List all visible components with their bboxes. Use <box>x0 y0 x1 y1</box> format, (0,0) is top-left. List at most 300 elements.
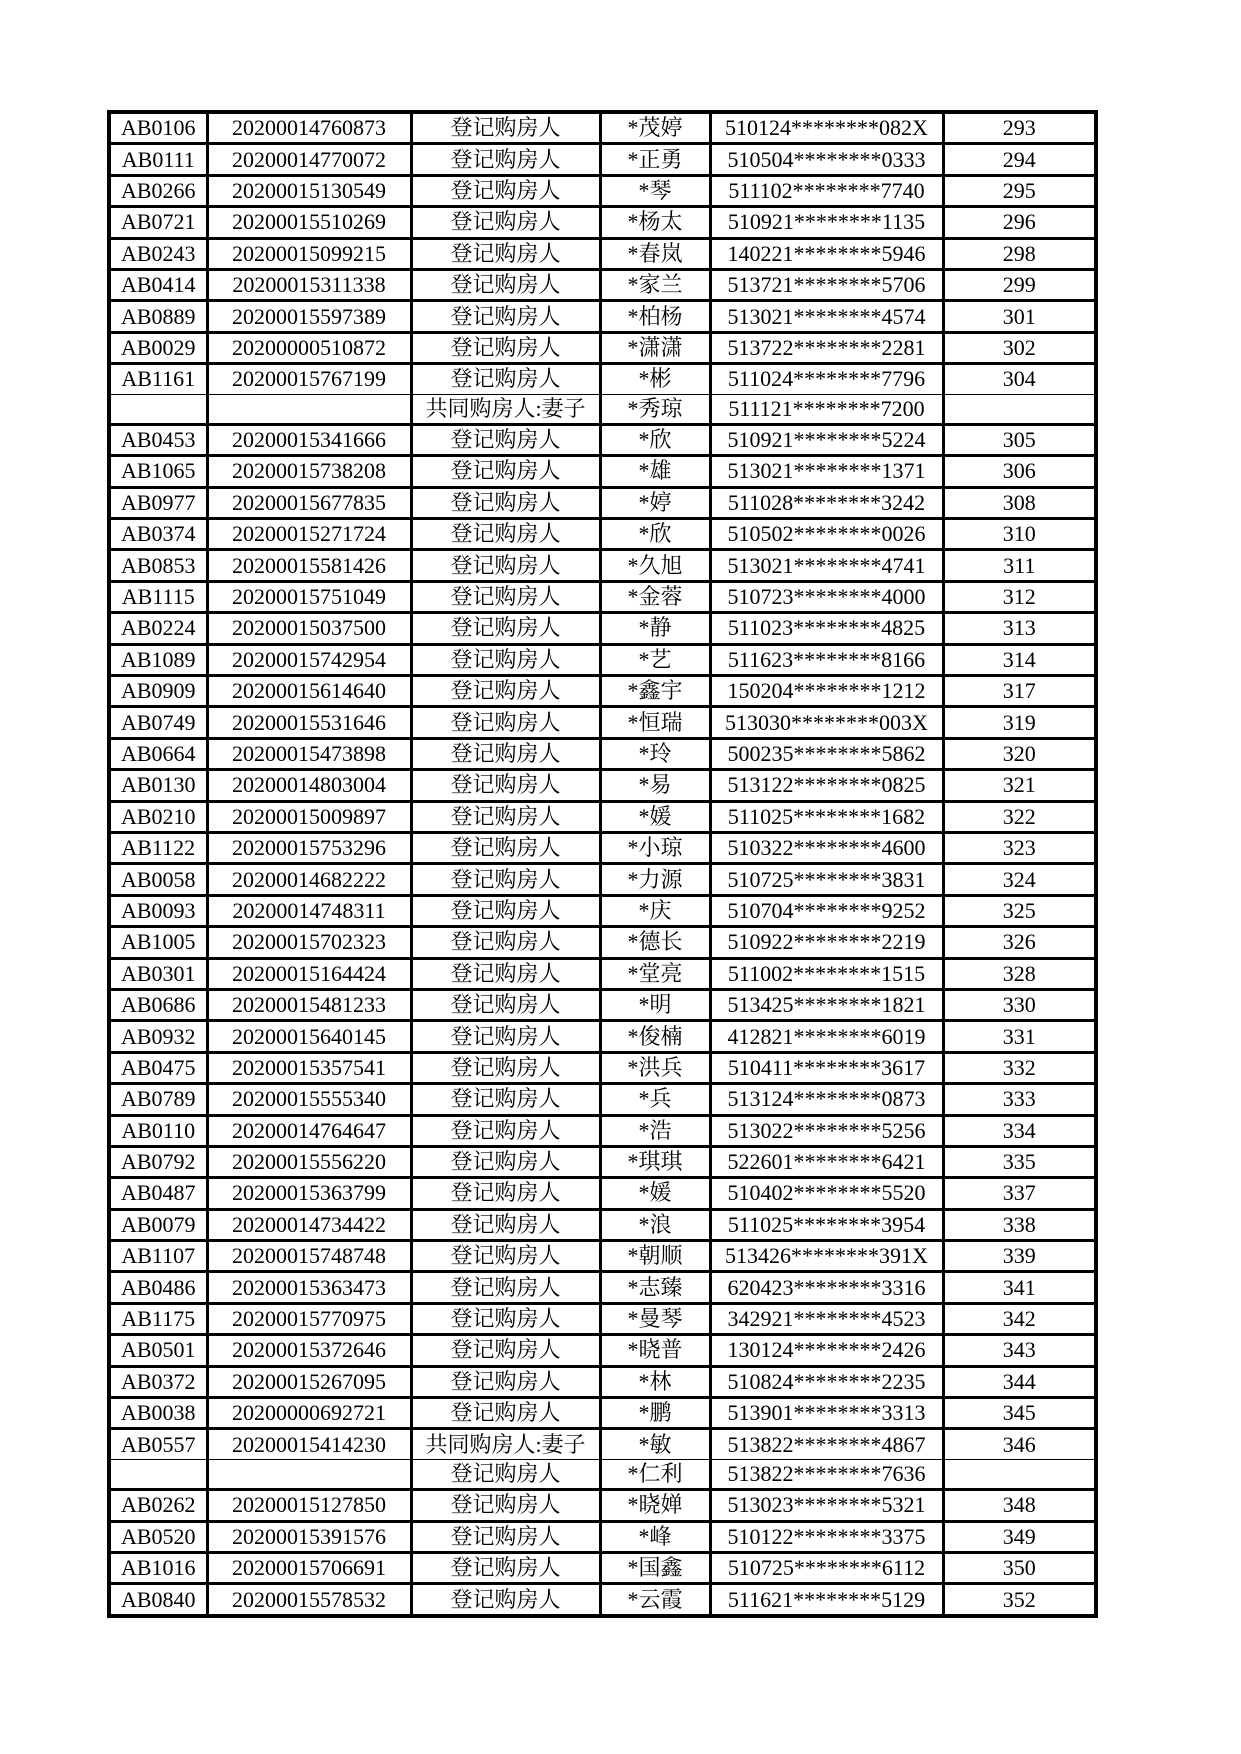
cell-serial: 20200015271724 <box>207 519 411 550</box>
cell-id_number: 513030********003X <box>710 707 943 738</box>
cell-code: AB0414 <box>109 269 207 300</box>
cell-serial: 20200015702323 <box>207 927 411 958</box>
cell-code: AB0058 <box>109 864 207 895</box>
cell-code: AB0210 <box>109 801 207 832</box>
table-row <box>109 1178 1096 1209</box>
cell-id_number: 513822********4867 <box>710 1429 943 1459</box>
cell-seq: 313 <box>943 613 1096 644</box>
cell-id_number: 510124********082X <box>710 112 943 144</box>
cell-name: *春岚 <box>600 238 710 269</box>
cell-seq: 337 <box>943 1178 1096 1209</box>
cell-seq: 319 <box>943 707 1096 738</box>
cell-seq: 305 <box>943 424 1096 455</box>
cell-name: *彬 <box>600 364 710 394</box>
cell-id_number: 511024********7796 <box>710 364 943 394</box>
cell-serial: 20200015640145 <box>207 1021 411 1052</box>
cell-id_number: 511025********1682 <box>710 801 943 832</box>
table-row <box>109 801 1096 832</box>
cell-role: 登记购房人 <box>411 1146 600 1177</box>
cell-id_number: 511002********1515 <box>710 958 943 989</box>
cell-name: *琴 <box>600 175 710 206</box>
cell-role: 登记购房人 <box>411 613 600 644</box>
cell-role: 登记购房人 <box>411 895 600 926</box>
table-row <box>109 1552 1096 1583</box>
cell-serial: 20200014734422 <box>207 1209 411 1240</box>
cell-serial: 20200015164424 <box>207 958 411 989</box>
cell-seq: 311 <box>943 550 1096 581</box>
cell-serial: 20200015391576 <box>207 1521 411 1552</box>
table-row <box>109 927 1096 958</box>
cell-name: *浩 <box>600 1115 710 1146</box>
table-row <box>109 301 1096 332</box>
cell-role: 登记购房人 <box>411 1335 600 1366</box>
table-row <box>109 1584 1096 1616</box>
cell-role: 登记购房人 <box>411 519 600 550</box>
cell-code: AB0111 <box>109 144 207 175</box>
table-row <box>109 175 1096 206</box>
cell-code: AB0792 <box>109 1146 207 1177</box>
cell-code: AB1089 <box>109 644 207 675</box>
cell-serial: 20200015556220 <box>207 1146 411 1177</box>
cell-serial: 20200015578532 <box>207 1584 411 1616</box>
cell-code <box>109 1459 207 1489</box>
table-row <box>109 1052 1096 1083</box>
cell-code: AB1175 <box>109 1303 207 1334</box>
cell-serial: 20200015127850 <box>207 1490 411 1521</box>
cell-serial: 20200014682222 <box>207 864 411 895</box>
cell-id_number: 513023********5321 <box>710 1490 943 1521</box>
cell-serial: 20200000510872 <box>207 332 411 363</box>
table-row <box>109 1241 1096 1272</box>
cell-code: AB0909 <box>109 676 207 707</box>
cell-role: 登记购房人 <box>411 144 600 175</box>
cell-role: 登记购房人 <box>411 1584 600 1616</box>
cell-seq: 338 <box>943 1209 1096 1240</box>
cell-serial <box>207 1459 411 1489</box>
cell-seq: 334 <box>943 1115 1096 1146</box>
cell-name: *易 <box>600 770 710 801</box>
table-row <box>109 707 1096 738</box>
table-row <box>109 738 1096 769</box>
cell-role: 登记购房人 <box>411 1490 600 1521</box>
cell-id_number: 513122********0825 <box>710 770 943 801</box>
cell-id_number: 511102********7740 <box>710 175 943 206</box>
cell-name: *媛 <box>600 1178 710 1209</box>
cell-seq: 306 <box>943 456 1096 487</box>
cell-seq <box>943 394 1096 424</box>
table-row <box>109 1398 1096 1429</box>
table-row <box>109 1115 1096 1146</box>
cell-role: 登记购房人 <box>411 456 600 487</box>
cell-seq: 345 <box>943 1398 1096 1429</box>
cell-code: AB1122 <box>109 832 207 863</box>
cell-name: *晓婵 <box>600 1490 710 1521</box>
cell-name: *兵 <box>600 1084 710 1115</box>
cell-id_number: 510504********0333 <box>710 144 943 175</box>
table-row <box>109 1146 1096 1177</box>
cell-role: 登记购房人 <box>411 644 600 675</box>
cell-name: *金蓉 <box>600 581 710 612</box>
cell-code: AB0301 <box>109 958 207 989</box>
table-row <box>109 644 1096 675</box>
cell-code: AB1065 <box>109 456 207 487</box>
cell-code: AB0106 <box>109 112 207 144</box>
cell-role: 登记购房人 <box>411 364 600 394</box>
cell-seq: 328 <box>943 958 1096 989</box>
cell-id_number: 620423********3316 <box>710 1272 943 1303</box>
cell-role: 登记购房人 <box>411 801 600 832</box>
cell-id_number: 511023********4825 <box>710 613 943 644</box>
cell-code: AB1161 <box>109 364 207 394</box>
cell-serial: 20200015753296 <box>207 832 411 863</box>
cell-role: 登记购房人 <box>411 676 600 707</box>
table-row <box>109 1366 1096 1397</box>
table-row <box>109 1459 1096 1489</box>
cell-serial: 20200014760873 <box>207 112 411 144</box>
cell-id_number: 150204********1212 <box>710 676 943 707</box>
table-row <box>109 581 1096 612</box>
cell-code: AB0243 <box>109 238 207 269</box>
cell-code: AB0686 <box>109 989 207 1020</box>
table-row <box>109 1084 1096 1115</box>
cell-id_number: 510322********4600 <box>710 832 943 863</box>
cell-id_number: 513426********391X <box>710 1241 943 1272</box>
cell-seq: 348 <box>943 1490 1096 1521</box>
cell-id_number: 511621********5129 <box>710 1584 943 1616</box>
cell-seq: 320 <box>943 738 1096 769</box>
cell-serial: 20200014748311 <box>207 895 411 926</box>
cell-serial: 20200015555340 <box>207 1084 411 1115</box>
cell-code: AB0501 <box>109 1335 207 1366</box>
cell-role: 登记购房人 <box>411 958 600 989</box>
cell-id_number: 513721********5706 <box>710 269 943 300</box>
cell-role: 登记购房人 <box>411 770 600 801</box>
cell-name: *俊楠 <box>600 1021 710 1052</box>
cell-id_number: 513124********0873 <box>710 1084 943 1115</box>
cell-name: *明 <box>600 989 710 1020</box>
cell-serial: 20200015372646 <box>207 1335 411 1366</box>
cell-name: *媛 <box>600 801 710 832</box>
cell-id_number: 510704********9252 <box>710 895 943 926</box>
cell-name: *德长 <box>600 927 710 958</box>
cell-serial: 20200015597389 <box>207 301 411 332</box>
cell-seq: 296 <box>943 207 1096 238</box>
cell-name: *婷 <box>600 487 710 518</box>
cell-id_number: 513425********1821 <box>710 989 943 1020</box>
cell-name: *恒瑞 <box>600 707 710 738</box>
cell-name: *杨太 <box>600 207 710 238</box>
cell-id_number: 522601********6421 <box>710 1146 943 1177</box>
table-row <box>109 1021 1096 1052</box>
table-row <box>109 895 1096 926</box>
cell-serial: 20200015742954 <box>207 644 411 675</box>
cell-name: *堂亮 <box>600 958 710 989</box>
table-row <box>109 269 1096 300</box>
table-row <box>109 364 1096 394</box>
cell-id_number: 513021********4574 <box>710 301 943 332</box>
cell-seq: 330 <box>943 989 1096 1020</box>
cell-role: 登记购房人 <box>411 1115 600 1146</box>
table-row <box>109 1521 1096 1552</box>
cell-serial: 20200015357541 <box>207 1052 411 1083</box>
cell-code: AB0520 <box>109 1521 207 1552</box>
table-row <box>109 487 1096 518</box>
cell-role: 登记购房人 <box>411 1398 600 1429</box>
cell-serial: 20200015751049 <box>207 581 411 612</box>
cell-id_number: 510921********1135 <box>710 207 943 238</box>
cell-id_number: 511623********8166 <box>710 644 943 675</box>
cell-code: AB0486 <box>109 1272 207 1303</box>
cell-name: *浪 <box>600 1209 710 1240</box>
cell-role: 登记购房人 <box>411 550 600 581</box>
cell-name: *茂婷 <box>600 112 710 144</box>
cell-serial: 20200015037500 <box>207 613 411 644</box>
cell-seq <box>943 1459 1096 1489</box>
cell-role: 登记购房人 <box>411 1272 600 1303</box>
cell-id_number: 510922********2219 <box>710 927 943 958</box>
cell-seq: 293 <box>943 112 1096 144</box>
cell-name: *欣 <box>600 424 710 455</box>
cell-code: AB0721 <box>109 207 207 238</box>
cell-role: 登记购房人 <box>411 581 600 612</box>
cell-code: AB0038 <box>109 1398 207 1429</box>
cell-seq: 333 <box>943 1084 1096 1115</box>
table-row <box>109 1429 1096 1459</box>
cell-role: 共同购房人:妻子 <box>411 1429 600 1459</box>
cell-name: *欣 <box>600 519 710 550</box>
cell-code: AB0889 <box>109 301 207 332</box>
cell-code: AB0557 <box>109 1429 207 1459</box>
table-row <box>109 676 1096 707</box>
cell-seq: 325 <box>943 895 1096 926</box>
cell-name: *琪琪 <box>600 1146 710 1177</box>
cell-code: AB1005 <box>109 927 207 958</box>
cell-id_number: 513021********1371 <box>710 456 943 487</box>
cell-name: *庆 <box>600 895 710 926</box>
cell-role: 登记购房人 <box>411 927 600 958</box>
cell-id_number: 510411********3617 <box>710 1052 943 1083</box>
cell-seq: 310 <box>943 519 1096 550</box>
cell-role: 登记购房人 <box>411 1366 600 1397</box>
cell-name: *家兰 <box>600 269 710 300</box>
cell-code: AB0840 <box>109 1584 207 1616</box>
cell-seq: 335 <box>943 1146 1096 1177</box>
cell-id_number: 511025********3954 <box>710 1209 943 1240</box>
cell-name: *静 <box>600 613 710 644</box>
cell-serial: 20200015677835 <box>207 487 411 518</box>
cell-serial: 20200015748748 <box>207 1241 411 1272</box>
cell-id_number: 513822********7636 <box>710 1459 943 1489</box>
cell-role: 登记购房人 <box>411 332 600 363</box>
cell-role: 登记购房人 <box>411 424 600 455</box>
table-row <box>109 1335 1096 1366</box>
cell-code: AB0932 <box>109 1021 207 1052</box>
cell-code: AB1016 <box>109 1552 207 1583</box>
cell-id_number: 342921********4523 <box>710 1303 943 1334</box>
cell-serial: 20200015009897 <box>207 801 411 832</box>
cell-role: 登记购房人 <box>411 1052 600 1083</box>
cell-seq: 339 <box>943 1241 1096 1272</box>
cell-code: AB0372 <box>109 1366 207 1397</box>
cell-code: AB0453 <box>109 424 207 455</box>
cell-role: 登记购房人 <box>411 487 600 518</box>
cell-role: 登记购房人 <box>411 1021 600 1052</box>
cell-role: 登记购房人 <box>411 1209 600 1240</box>
cell-name: *林 <box>600 1366 710 1397</box>
cell-serial: 20200015510269 <box>207 207 411 238</box>
cell-seq: 331 <box>943 1021 1096 1052</box>
cell-role: 登记购房人 <box>411 832 600 863</box>
cell-code: AB0789 <box>109 1084 207 1115</box>
cell-id_number: 130124********2426 <box>710 1335 943 1366</box>
cell-name: *潇潇 <box>600 332 710 363</box>
cell-code: AB0224 <box>109 613 207 644</box>
table-row <box>109 332 1096 363</box>
table-row <box>109 112 1096 144</box>
table-row <box>109 1490 1096 1521</box>
cell-serial: 20200015738208 <box>207 456 411 487</box>
cell-role: 共同购房人:妻子 <box>411 394 600 424</box>
cell-name: *秀琼 <box>600 394 710 424</box>
cell-role: 登记购房人 <box>411 112 600 144</box>
cell-id_number: 510824********2235 <box>710 1366 943 1397</box>
cell-code: AB0110 <box>109 1115 207 1146</box>
cell-id_number: 513021********4741 <box>710 550 943 581</box>
cell-code: AB0130 <box>109 770 207 801</box>
cell-serial: 20200015481233 <box>207 989 411 1020</box>
cell-name: *玲 <box>600 738 710 769</box>
cell-serial: 20200015531646 <box>207 707 411 738</box>
cell-name: *小琼 <box>600 832 710 863</box>
cell-serial: 20200015341666 <box>207 424 411 455</box>
cell-seq: 341 <box>943 1272 1096 1303</box>
cell-seq: 342 <box>943 1303 1096 1334</box>
cell-code: AB0475 <box>109 1052 207 1083</box>
cell-serial: 20200015414230 <box>207 1429 411 1459</box>
cell-serial: 20200015267095 <box>207 1366 411 1397</box>
cell-role: 登记购房人 <box>411 175 600 206</box>
cell-name: *柏杨 <box>600 301 710 332</box>
cell-name: *晓普 <box>600 1335 710 1366</box>
cell-role: 登记购房人 <box>411 1552 600 1583</box>
cell-serial: 20200014770072 <box>207 144 411 175</box>
table-row <box>109 238 1096 269</box>
cell-name: *仁利 <box>600 1459 710 1489</box>
cell-id_number: 510723********4000 <box>710 581 943 612</box>
cell-id_number: 500235********5862 <box>710 738 943 769</box>
cell-code: AB0749 <box>109 707 207 738</box>
table-row <box>109 1272 1096 1303</box>
cell-seq: 346 <box>943 1429 1096 1459</box>
cell-seq: 350 <box>943 1552 1096 1583</box>
cell-name: *志臻 <box>600 1272 710 1303</box>
cell-id_number: 412821********6019 <box>710 1021 943 1052</box>
cell-role: 登记购房人 <box>411 1084 600 1115</box>
cell-serial: 20200015130549 <box>207 175 411 206</box>
table-row <box>109 613 1096 644</box>
cell-role: 登记购房人 <box>411 738 600 769</box>
table-row <box>109 424 1096 455</box>
cell-seq: 308 <box>943 487 1096 518</box>
table-row <box>109 456 1096 487</box>
cell-seq: 344 <box>943 1366 1096 1397</box>
cell-code: AB0853 <box>109 550 207 581</box>
cell-code: AB0977 <box>109 487 207 518</box>
cell-code: AB1107 <box>109 1241 207 1272</box>
cell-name: *曼琴 <box>600 1303 710 1334</box>
table-row <box>109 770 1096 801</box>
cell-seq: 302 <box>943 332 1096 363</box>
cell-seq: 322 <box>943 801 1096 832</box>
cell-id_number: 510921********5224 <box>710 424 943 455</box>
cell-role: 登记购房人 <box>411 207 600 238</box>
cell-serial: 20200015311338 <box>207 269 411 300</box>
cell-serial <box>207 394 411 424</box>
cell-serial: 20200015099215 <box>207 238 411 269</box>
cell-role: 登记购房人 <box>411 1178 600 1209</box>
cell-name: *云霞 <box>600 1584 710 1616</box>
cell-role: 登记购房人 <box>411 989 600 1020</box>
cell-seq: 295 <box>943 175 1096 206</box>
cell-code: AB0079 <box>109 1209 207 1240</box>
cell-code <box>109 394 207 424</box>
cell-role: 登记购房人 <box>411 301 600 332</box>
table-row <box>109 832 1096 863</box>
cell-role: 登记购房人 <box>411 1521 600 1552</box>
cell-role: 登记购房人 <box>411 1459 600 1489</box>
cell-id_number: 510402********5520 <box>710 1178 943 1209</box>
cell-seq: 299 <box>943 269 1096 300</box>
cell-name: *力源 <box>600 864 710 895</box>
cell-role: 登记购房人 <box>411 864 600 895</box>
cell-code: AB0487 <box>109 1178 207 1209</box>
table-row <box>109 550 1096 581</box>
cell-seq: 314 <box>943 644 1096 675</box>
cell-serial: 20200014803004 <box>207 770 411 801</box>
cell-seq: 349 <box>943 1521 1096 1552</box>
cell-seq: 294 <box>943 144 1096 175</box>
table-row <box>109 394 1096 424</box>
cell-name: *朝顺 <box>600 1241 710 1272</box>
cell-name: *峰 <box>600 1521 710 1552</box>
cell-code: AB0266 <box>109 175 207 206</box>
cell-seq: 321 <box>943 770 1096 801</box>
cell-role: 登记购房人 <box>411 269 600 300</box>
cell-seq: 298 <box>943 238 1096 269</box>
cell-role: 登记购房人 <box>411 1241 600 1272</box>
cell-id_number: 510725********3831 <box>710 864 943 895</box>
cell-seq: 343 <box>943 1335 1096 1366</box>
cell-name: *国鑫 <box>600 1552 710 1583</box>
cell-serial: 20200015581426 <box>207 550 411 581</box>
cell-seq: 301 <box>943 301 1096 332</box>
cell-id_number: 511028********3242 <box>710 487 943 518</box>
cell-role: 登记购房人 <box>411 707 600 738</box>
cell-id_number: 513722********2281 <box>710 332 943 363</box>
cell-id_number: 510122********3375 <box>710 1521 943 1552</box>
cell-seq: 352 <box>943 1584 1096 1616</box>
cell-code: AB0029 <box>109 332 207 363</box>
cell-name: *敏 <box>600 1429 710 1459</box>
cell-id_number: 513022********5256 <box>710 1115 943 1146</box>
cell-serial: 20200015706691 <box>207 1552 411 1583</box>
table-row <box>109 1209 1096 1240</box>
cell-name: *久旭 <box>600 550 710 581</box>
table-row <box>109 989 1096 1020</box>
cell-id_number: 510502********0026 <box>710 519 943 550</box>
cell-serial: 20200014764647 <box>207 1115 411 1146</box>
cell-seq: 304 <box>943 364 1096 394</box>
